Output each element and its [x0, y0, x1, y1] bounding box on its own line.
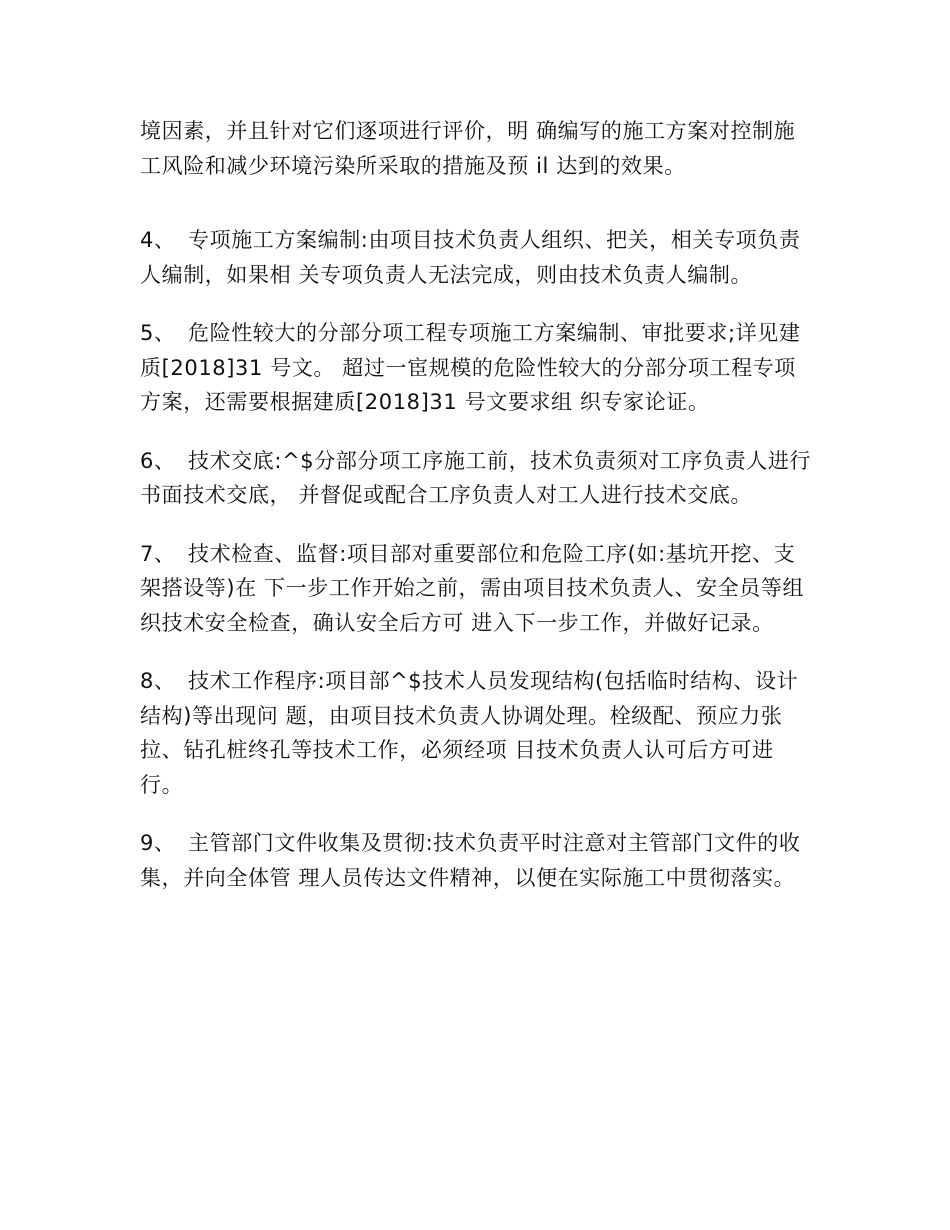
item-text: 主管部门文件收集及贯彻:技术负责平时注意对主管部门文件的收集，并向全体管 理人员传达文件精神，以便在实际施工中贯彻落实。	[140, 831, 801, 890]
item-number: 7、	[140, 541, 176, 566]
list-item	[140, 826, 812, 895]
list-item	[140, 316, 812, 420]
item-number: 6、	[140, 448, 176, 473]
item-number: 8、	[140, 669, 176, 693]
document-body	[140, 114, 812, 895]
list-item	[140, 537, 812, 641]
intro-paragraph: 境因素，并且针对它们逐项进行评价，明 确编写的施工方案对控制施工风险和减少环境污染所采取的措施及预 il 达到的效果。	[140, 119, 796, 178]
item-text: 专项施工方案编制:由项目技术负责人组织、把关，相关专项负责人编制，如果相 关专项负责人无法完成，则由技术负责人编制。	[140, 228, 801, 287]
item-text: 技术交底:^$分部分项工序施工前，技术负责须对工序负责人进行书面技术交底， 并督促或配合工序负责人对工人进行技术交底。	[140, 448, 812, 507]
item-text: 危险性较大的分部分项工程专项施工方案编制、审批要求;详见建质[2018]31 号文。 超过一宦规模的危险性较大的分部分项工程专项方案，还需要根据建质[2018]31 号文要求组 织专家论证。	[140, 321, 801, 414]
list-item	[140, 444, 812, 513]
item-number: 4、	[140, 228, 176, 252]
list-item	[140, 223, 812, 292]
item-text: 技术工作程序:项目部^$技术人员发现结构(包括临时结构、设计结构)等出现问 题，由项目技术负责人协调处理。栓级配、预应力张拉、钻孔桩终孔等技术工作，必须经项 目技术负责人认可后方可进行。	[140, 669, 799, 797]
list-item	[140, 664, 812, 802]
item-number: 9、	[140, 831, 176, 855]
item-number: 5、	[140, 321, 176, 345]
item-text: 技术检查、监督:项目部对重要部位和危险工序(如:基坑开挖、支架搭设等)在 下一步工作开始之前，需由项目技术负责人、安全员等组织技术安全检查，确认安全后方可 进入下一步工作，并做好记录。	[140, 541, 805, 635]
